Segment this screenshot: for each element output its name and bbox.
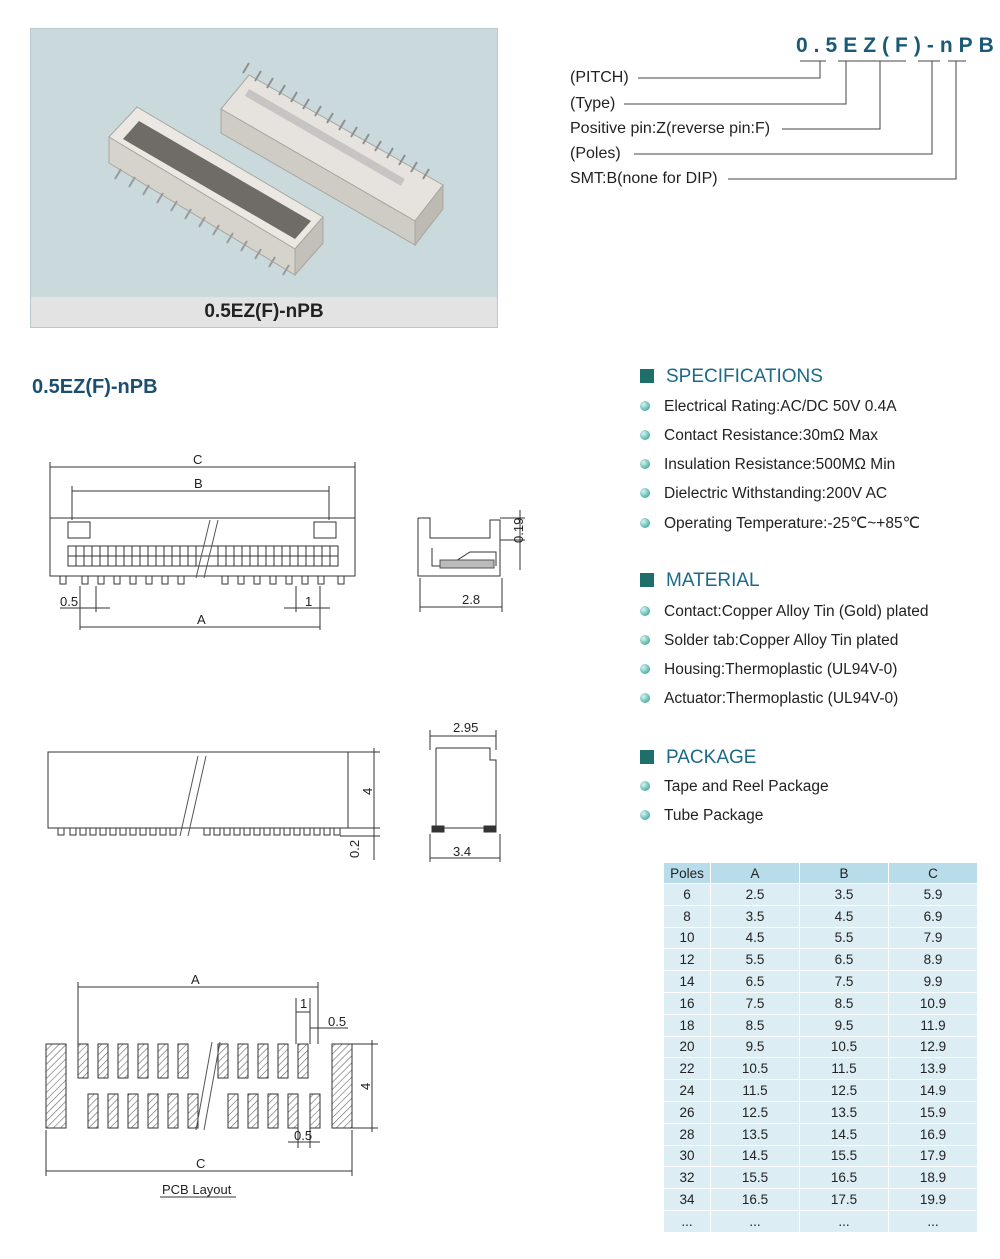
spec-text: Electrical Rating:AC/DC 50V 0.4A (664, 398, 897, 415)
bullet-icon (640, 401, 650, 411)
table-row (664, 1145, 978, 1167)
table-cell: 13.5 (711, 1123, 800, 1145)
table-cell: 16.9 (889, 1123, 978, 1145)
table-cell: 19.9 (889, 1189, 978, 1211)
material-item (640, 603, 929, 621)
section-square-icon (640, 369, 654, 383)
table-cell: 15.5 (800, 1145, 889, 1167)
material-item (640, 661, 897, 679)
table-cell: 3.5 (711, 905, 800, 927)
table-cell: 6.5 (711, 971, 800, 993)
table-header-c: C (889, 863, 978, 884)
table-cell: 10.9 (889, 992, 978, 1014)
table-row (664, 927, 978, 949)
table-cell: 6.9 (889, 905, 978, 927)
table-row (664, 1167, 978, 1189)
bullet-icon (640, 430, 650, 440)
table-row (664, 1101, 978, 1123)
table-cell: 14.5 (800, 1123, 889, 1145)
spec-text: Dielectric Withstanding:200V AC (664, 485, 888, 502)
table-row (664, 992, 978, 1014)
table-header-poles: Poles (664, 863, 711, 884)
code-label-type: (Type) (570, 95, 616, 112)
table-cell: ... (711, 1210, 800, 1232)
dimensions-table (663, 862, 978, 1233)
table-cell: 12 (664, 949, 711, 971)
dim-label-a: A (197, 612, 206, 627)
table-cell: 15.9 (889, 1101, 978, 1123)
table-body (664, 884, 978, 1233)
specifications-heading (640, 366, 823, 388)
table-cell: 4.5 (800, 905, 889, 927)
table-cell: 3.5 (800, 884, 889, 906)
pcb-label-a: A (191, 972, 200, 987)
table-cell: 10.5 (800, 1036, 889, 1058)
section-square-icon (640, 750, 654, 764)
dim-label-one: 1 (305, 594, 313, 609)
material-text: Solder tab:Copper Alloy Tin plated (664, 632, 899, 649)
table-cell: 34 (664, 1189, 711, 1211)
section-square-icon (640, 573, 654, 587)
dim-label-02: 0.2 (347, 839, 362, 858)
table-cell: 13.5 (800, 1101, 889, 1123)
table-cell: 4.5 (711, 927, 800, 949)
table-row (664, 905, 978, 927)
table-row (664, 1080, 978, 1102)
dim-label-4: 4 (360, 787, 375, 795)
table-cell: 14.5 (711, 1145, 800, 1167)
specifications-title: SPECIFICATIONS (666, 366, 823, 387)
bullet-icon (640, 459, 650, 469)
table-cell: 32 (664, 1167, 711, 1189)
table-cell: 13.9 (889, 1058, 978, 1080)
table-cell: 16.5 (711, 1189, 800, 1211)
spec-item (640, 485, 887, 503)
pcb-label-05-bottom: 0.5 (294, 1128, 313, 1143)
table-cell: 24 (664, 1080, 711, 1102)
table-cell: 6.5 (800, 949, 889, 971)
model-title: 0.5EZ(F)-nPB (32, 376, 158, 398)
package-item (640, 807, 763, 825)
spec-text: Insulation Resistance:500MΩ Min (664, 456, 896, 473)
table-cell: 6 (664, 884, 711, 906)
table-cell: 8.5 (711, 1014, 800, 1036)
front-view-bottom (48, 748, 380, 860)
dim-label-34: 3.4 (453, 844, 472, 859)
table-cell: 9.5 (711, 1036, 800, 1058)
table-cell: 12.5 (800, 1080, 889, 1102)
table-cell: 5.5 (800, 927, 889, 949)
table-cell: 16 (664, 992, 711, 1014)
table-row (664, 1189, 978, 1211)
table-cell: 14 (664, 971, 711, 993)
dim-label-b: B (194, 476, 203, 491)
table-row (664, 884, 978, 906)
spec-item (640, 398, 897, 416)
material-item (640, 632, 898, 650)
table-cell: 18.9 (889, 1167, 978, 1189)
table-header-b: B (800, 863, 889, 884)
table-cell: 9.5 (800, 1014, 889, 1036)
table-cell: 17.5 (800, 1189, 889, 1211)
table-cell: 12.9 (889, 1036, 978, 1058)
bullet-icon (640, 693, 650, 703)
table-cell: 16.5 (800, 1167, 889, 1189)
code-label-pitch: (PITCH) (570, 69, 629, 86)
package-text: Tape and Reel Package (664, 778, 829, 795)
package-text: Tube Package (664, 807, 764, 824)
table-row (664, 971, 978, 993)
table-cell: 7.5 (711, 992, 800, 1014)
spec-item (640, 514, 920, 533)
table-row (664, 1123, 978, 1145)
package-item (640, 778, 829, 796)
table-row (664, 1036, 978, 1058)
code-label-smt: SMT:B(none for DIP) (570, 170, 718, 187)
table-cell: 8 (664, 905, 711, 927)
table-cell: 5.5 (711, 949, 800, 971)
spec-item (640, 456, 895, 474)
pcb-layout-caption: PCB Layout (162, 1182, 232, 1197)
bullet-icon (640, 606, 650, 616)
spec-item (640, 427, 878, 445)
bullet-icon (640, 488, 650, 498)
table-cell: 30 (664, 1145, 711, 1167)
table-cell: 7.5 (800, 971, 889, 993)
table-cell: 20 (664, 1036, 711, 1058)
material-text: Housing:Thermoplastic (UL94V-0) (664, 661, 898, 678)
material-title: MATERIAL (666, 570, 760, 591)
table-cell: ... (889, 1210, 978, 1232)
table-cell: 26 (664, 1101, 711, 1123)
table-cell: 18 (664, 1014, 711, 1036)
table-cell: ... (800, 1210, 889, 1232)
pcb-label-one: 1 (300, 996, 308, 1011)
spec-text: Contact Resistance:30mΩ Max (664, 427, 879, 444)
bullet-icon (640, 518, 650, 528)
dim-label-pitch: 0.5 (60, 594, 79, 609)
package-heading (640, 747, 756, 769)
pcb-label-c: C (196, 1156, 206, 1171)
material-heading (640, 570, 760, 592)
dim-label-295: 2.95 (453, 720, 479, 735)
table-cell: 11.5 (711, 1080, 800, 1102)
table-cell: 15.5 (711, 1167, 800, 1189)
material-item (640, 690, 898, 708)
table-cell: 5.9 (889, 884, 978, 906)
table-row (664, 1058, 978, 1080)
table-cell: 12.5 (711, 1101, 800, 1123)
table-cell: 10 (664, 927, 711, 949)
code-label-poles: (Poles) (570, 145, 621, 162)
spec-text: Operating Temperature:-25℃~+85℃ (664, 515, 920, 532)
bullet-icon (640, 664, 650, 674)
table-cell: 8.5 (800, 992, 889, 1014)
table-header-row (664, 863, 978, 884)
table-cell: 2.5 (711, 884, 800, 906)
table-cell: 8.9 (889, 949, 978, 971)
bullet-icon (640, 635, 650, 645)
table-cell: 28 (664, 1123, 711, 1145)
bullet-icon (640, 810, 650, 820)
table-cell: 17.9 (889, 1145, 978, 1167)
photo-caption: 0.5EZ(F)-nPB (31, 297, 497, 327)
table-cell: 10.5 (711, 1058, 800, 1080)
table-cell: 22 (664, 1058, 711, 1080)
table-cell: 11.5 (800, 1058, 889, 1080)
package-title: PACKAGE (666, 747, 757, 768)
table-cell: 9.9 (889, 971, 978, 993)
code-label-pin: Positive pin:Z(reverse pin:F) (570, 120, 771, 137)
part-number-code: 0.5EZ(F)-nPB (796, 34, 1000, 57)
dim-label-c: C (193, 452, 203, 467)
side-view-middle (430, 730, 500, 862)
material-text: Contact:Copper Alloy Tin (Gold) plated (664, 603, 929, 620)
bullet-icon (640, 781, 650, 791)
table-row (664, 1014, 978, 1036)
table-row (664, 1210, 978, 1232)
table-row (664, 949, 978, 971)
table-cell: ... (664, 1210, 711, 1232)
dim-label-28: 2.8 (462, 592, 481, 607)
table-cell: 11.9 (889, 1014, 978, 1036)
pcb-label-05-top: 0.5 (328, 1014, 347, 1029)
table-cell: 7.9 (889, 927, 978, 949)
dim-label-019: 0.19 (511, 517, 526, 543)
material-text: Actuator:Thermoplastic (UL94V-0) (664, 690, 899, 707)
table-header-a: A (711, 863, 800, 884)
table-cell: 14.9 (889, 1080, 978, 1102)
pcb-label-4: 4 (358, 1082, 373, 1090)
